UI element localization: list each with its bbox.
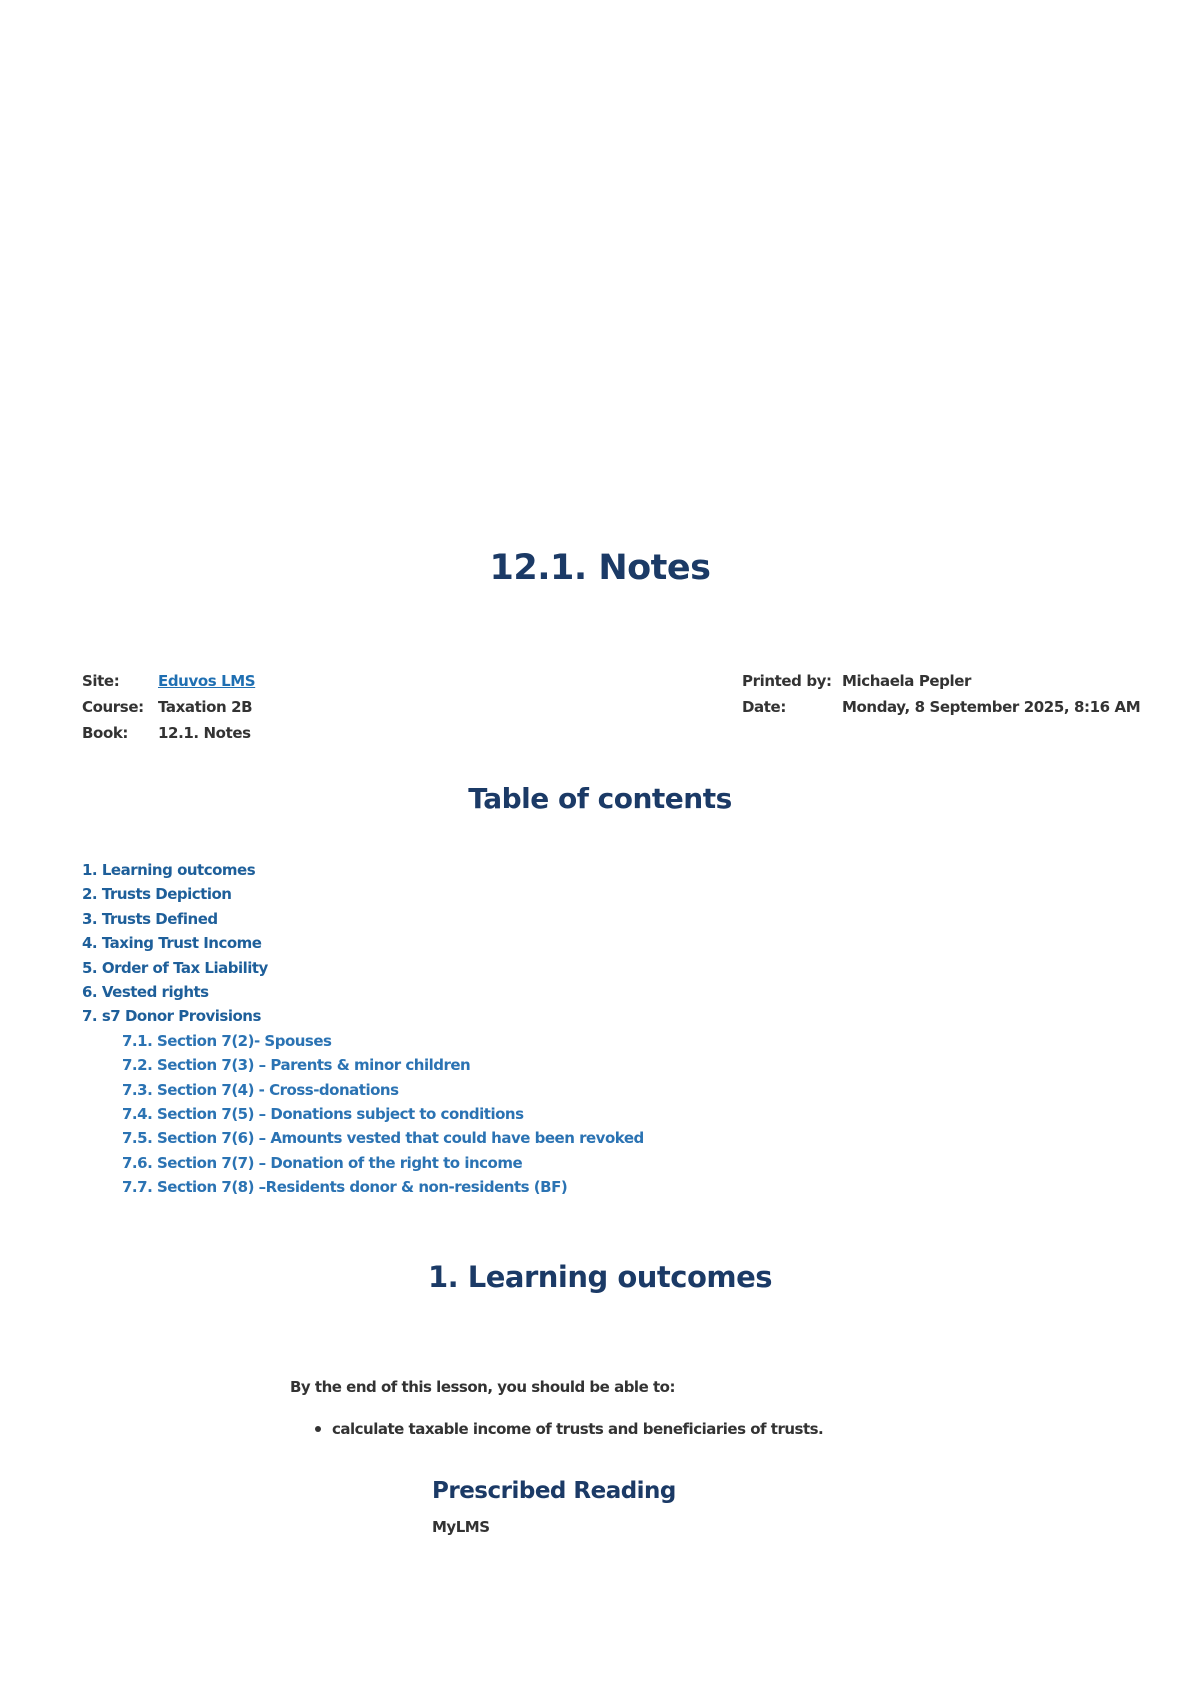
meta-book-row <box>82 720 255 746</box>
bullet-icon <box>315 1426 321 1432</box>
prescribed-reading-heading: Prescribed Reading <box>432 1478 676 1504</box>
learning-outcomes-list <box>332 1418 823 1440</box>
outcome-text: calculate taxable income of trusts and beneficiaries of trusts. <box>332 1420 824 1438</box>
book-value: 12.1. Notes <box>158 724 251 742</box>
toc-item-vested-rights[interactable]: 6. Vested rights <box>82 982 209 1001</box>
site-label: Site: <box>82 672 120 690</box>
toc-subitem-7-6[interactable]: 7.6. Section 7(7) – Donation of the right to income <box>122 1153 523 1172</box>
toc-item-trusts-depiction[interactable]: 2. Trusts Depiction <box>82 885 232 904</box>
table-of-contents <box>82 858 644 1199</box>
book-label: Book: <box>82 724 129 742</box>
meta-site-row <box>82 668 255 694</box>
printed-by-value: Michaela Pepler <box>842 672 972 690</box>
toc-item-s7-donor-provisions[interactable]: 7. s7 Donor Provisions <box>82 1007 261 1026</box>
learning-outcomes-intro: By the end of this lesson, you should be able to: <box>290 1378 675 1396</box>
toc-subitem-7-7[interactable]: 7.7. Section 7(8) –Residents donor & non-residents (BF) <box>122 1178 568 1197</box>
course-label: Course: <box>82 698 144 716</box>
meta-printed-by-row <box>742 668 1140 694</box>
date-value: Monday, 8 September 2025, 8:16 AM <box>842 698 1141 716</box>
toc-item-order-of-tax-liability[interactable]: 5. Order of Tax Liability <box>82 958 268 977</box>
site-link[interactable]: Eduvos LMS <box>158 672 256 690</box>
book-title: 12.1. Notes <box>489 548 711 588</box>
printed-by-label: Printed by: <box>742 672 832 690</box>
book-meta-right <box>742 668 1140 720</box>
section-heading-learning-outcomes: 1. Learning outcomes <box>427 1260 773 1294</box>
book-meta-left <box>82 668 255 746</box>
toc-item-taxing-trust-income[interactable]: 4. Taxing Trust Income <box>82 934 262 953</box>
prescribed-reading-text: MyLMS <box>432 1518 490 1536</box>
toc-subitem-7-1[interactable]: 7.1. Section 7(2)- Spouses <box>122 1031 332 1050</box>
toc-subitem-7-4[interactable]: 7.4. Section 7(5) – Donations subject to conditions <box>122 1104 524 1123</box>
toc-subitem-7-5[interactable]: 7.5. Section 7(6) – Amounts vested that could have been revoked <box>122 1129 644 1148</box>
toc-item-trusts-defined[interactable]: 3. Trusts Defined <box>82 909 218 928</box>
toc-title: Table of contents <box>468 782 732 815</box>
meta-date-row <box>742 694 1140 720</box>
course-value: Taxation 2B <box>158 698 253 716</box>
date-label: Date: <box>742 698 786 716</box>
toc-subitem-7-3[interactable]: 7.3. Section 7(4) - Cross-donations <box>122 1080 399 1099</box>
list-item <box>332 1418 823 1440</box>
toc-subitem-7-2[interactable]: 7.2. Section 7(3) – Parents & minor children <box>122 1056 471 1075</box>
meta-course-row <box>82 694 255 720</box>
toc-item-learning-outcomes[interactable]: 1. Learning outcomes <box>82 861 256 879</box>
